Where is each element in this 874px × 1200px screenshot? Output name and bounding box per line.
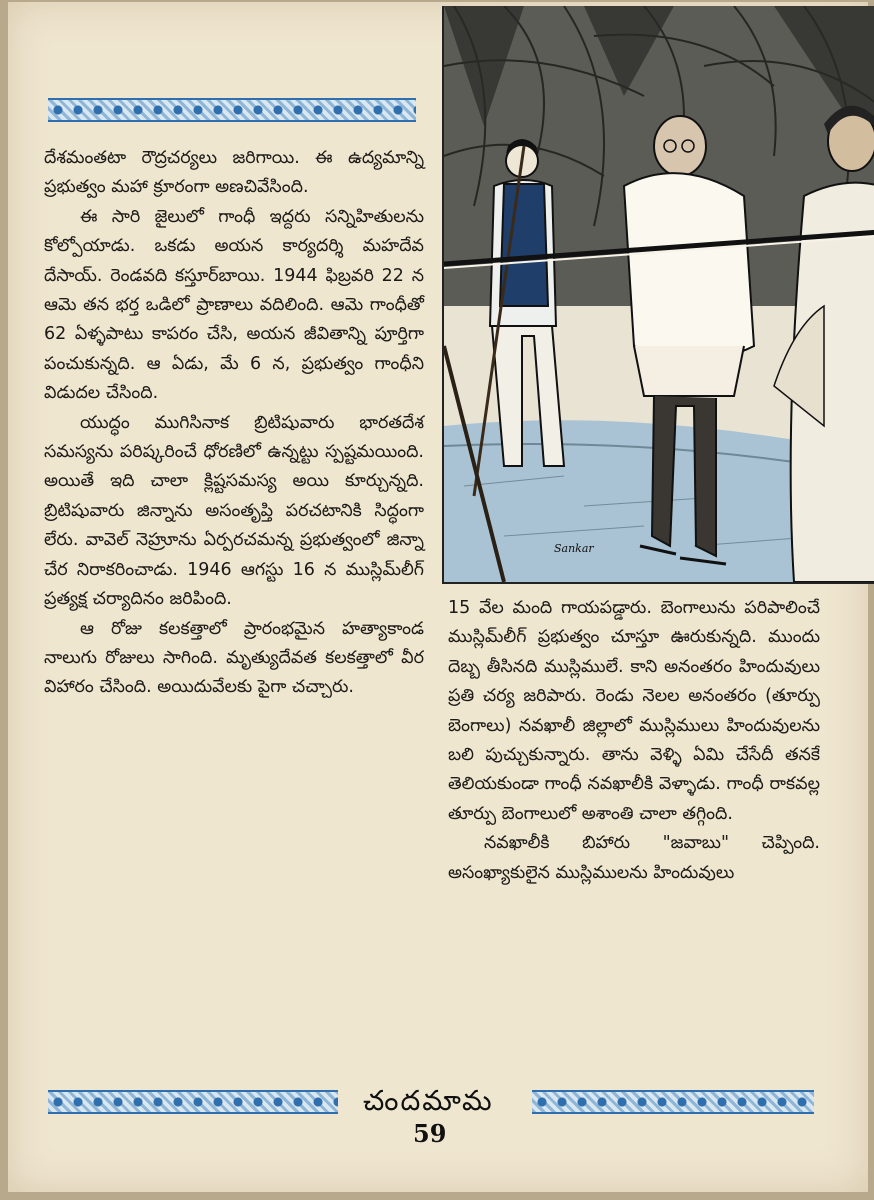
paragraph: ఆ రోజు కలకత్తాలో ప్రారంభమైన హత్యాకాండ నాలుగు రోజులు సాగింది. మృత్యుదేవత కలకత్తాలో వీర విహారం చేసింది. అయిదువేలకు పైగా చచ్చారు. <box>44 618 424 698</box>
paragraph: 15 వేల మంది గాయపడ్డారు. బెంగాలును పరిపాలించే ముస్లిమ్‌లీగ్ ప్రభుత్వం చూస్తూ ఊరుకున్నది. ముందు దెబ్బ తీసినది ముస్లిములే. కాని అనంతరం హిందువులు ప్రతి చర్య జరిపారు. రెండు నెలల అనంతరం (తూర్పు బెంగాలు) నవఖాలీ జిల్లాలో ముస్లిములు హిందువులను బలి పుచ్చుకున్నారు. తాను వెళ్ళి ఏమి చేసేదీ తనకే తెలియకుండా గాంధీ నవఖాలీకి వెళ్ళాడు. గాంధీ రాకవల్ల తూర్పు బెంగాలులో అశాంతి చాలా తగ్గింది. <box>448 598 820 824</box>
paragraph: దేశమంతటా రౌద్రచర్యలు జరిగాయి. ఈ ఉద్యమాన్ని ప్రభుత్వం మహా క్రూరంగా అణచివేసింది. <box>44 148 424 198</box>
magazine-page <box>8 2 868 1192</box>
top-left-decorative-border <box>48 98 416 122</box>
paragraph: యుద్ధం ముగిసినాక బ్రిటిషువారు భారతదేశ సమస్యను పరిష్కరించే ధోరణిలో ఉన్నట్టు స్పష్టమయింది. అయితే ఇది చాలా క్లిష్టసమస్య అయి కూర్చున్నది. బ్రిటిషువారు జిన్నాను అసంతృప్తి పరచటానికి సిద్ధంగా లేరు. వావెల్ నెహ్రూను ఏర్పరచమన్న ప్రభుత్వంలో జిన్నా చేర నిరాకరించాడు. 1946 ఆగస్టు 16 న ముస్లిమ్‌లీగ్ ప్రత్యక్ష చర్యాదినం జరిపింది. <box>44 412 424 610</box>
left-text-column <box>44 144 424 703</box>
bottom-left-decorative-border <box>48 1090 338 1114</box>
page-number: 59 <box>413 1119 447 1148</box>
bottom-right-decorative-border <box>532 1090 814 1114</box>
artist-signature: Sankar <box>554 542 594 555</box>
illustration-drawing <box>444 6 874 582</box>
right-text-column <box>448 594 820 888</box>
paragraph: ఈ సారి జైలులో గాంధీ ఇద్దరు సన్నిహితులను కోల్పోయాడు. ఒకడు అయన కార్యదర్శి మహదేవ దేసాయ్. రెండవది కస్తూర్‌బాయి. 1944 ఫిబ్రవరి 22 న ఆమె తన భర్త ఒడిలో ప్రాణాలు వదిలింది. ఆమె గాంధీతో 62 ఏళ్ళపాటు కాపరం చేసి, అయన జీవితాన్ని పూర్తిగా పంచుకున్నది. ఆ ఏడు, మే 6 న, ప్రభుత్వం గాంధీని విడుదల చేసింది. <box>44 206 424 404</box>
paragraph: నవఖాలీకి బిహారు "జవాబు" చెప్పింది. అసంఖ్యాకులైన ముస్లిములను హిందువులు <box>448 833 820 883</box>
illustration-gandhi-walking <box>442 6 874 584</box>
magazine-title: చందమామ <box>363 1084 494 1117</box>
